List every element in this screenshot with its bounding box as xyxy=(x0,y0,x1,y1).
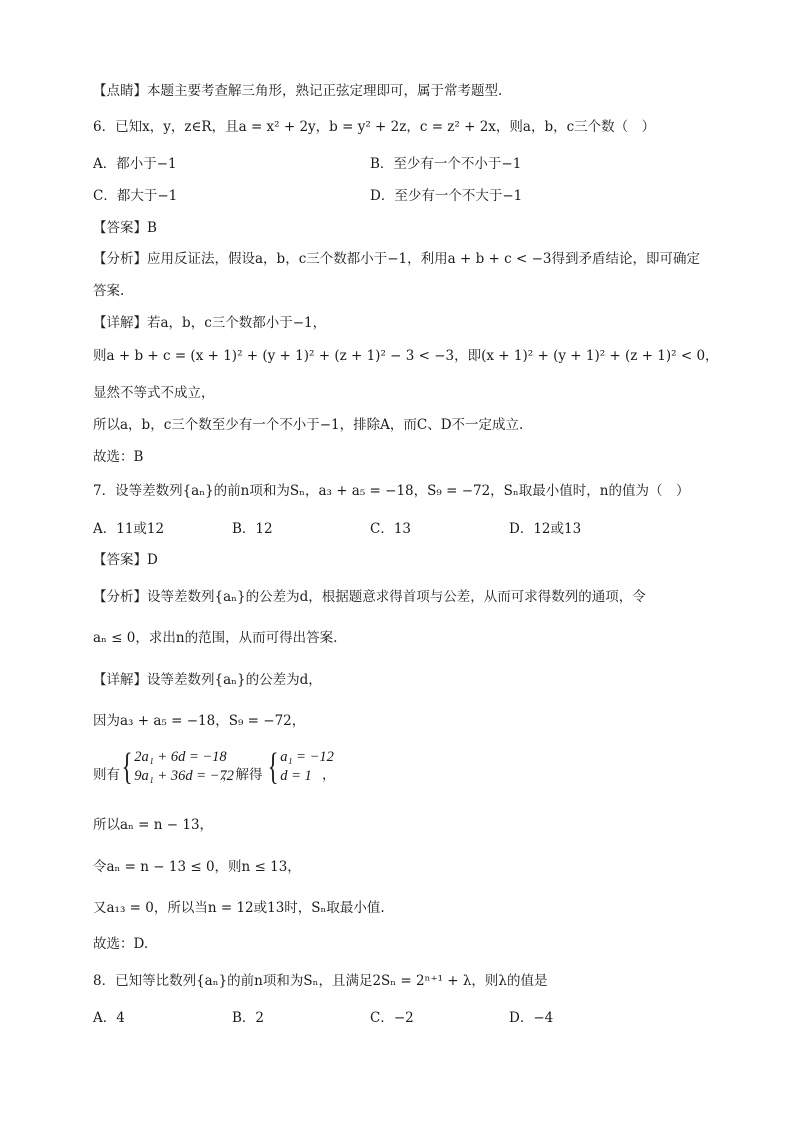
q6-option-d: D．至少有一个不大于−1 xyxy=(370,188,523,204)
system1-equation-1: 2a₁ + 6d = −18 xyxy=(134,749,227,765)
q7-detail-system-post: ， xyxy=(322,767,336,783)
q7-detail-system-prefix: 则有 xyxy=(93,767,120,783)
q7-detail-line5: 令aₙ = n − 13 ≤ 0，则n ≤ 13， xyxy=(93,859,301,875)
system2-equation-1: a₁ = −12 xyxy=(280,749,334,765)
left-brace-icon: { xyxy=(267,746,279,788)
question-7: 7．设等差数列{aₙ}的前n项和为Sₙ，a₃ + a₅ = −18，S₉ = −72，Sₙ取最小值时，n的值为（ ） xyxy=(93,483,690,499)
q6-option-c: C．都大于−1 xyxy=(93,188,178,204)
q6-analysis-line1: 【分析】应用反证法，假设a，b，c三个数都小于−1，利用a + b + c < −3得到矛盾结论，即可确定 xyxy=(93,251,700,267)
q6-option-a: A．都小于−1 xyxy=(93,156,177,172)
system2-equation-2: d = 1 xyxy=(280,768,312,784)
q7-option-d: D．12或13 xyxy=(509,521,582,537)
q7-detail-line1: 【详解】设等差数列{aₙ}的公差为d， xyxy=(93,672,322,688)
q7-analysis-line2: aₙ ≤ 0，求出n的范围，从而可得出答案. xyxy=(93,630,338,646)
question-8: 8．已知等比数列{aₙ}的前n项和为Sₙ，且满足2Sₙ = 2ⁿ⁺¹ + λ，则λ的值是 xyxy=(93,973,548,989)
q7-detail-system-mid: ，解得 xyxy=(222,767,263,783)
q7-answer: 【答案】D xyxy=(93,552,158,568)
q6-detail-line3: 显然不等式不成立， xyxy=(93,385,215,401)
q6-detail-line4: 所以a，b，c三个数至少有一个不小于−1，排除A，而C、D不一定成立. xyxy=(93,417,524,433)
q6-selection: 故选：B xyxy=(93,449,144,465)
q6-analysis-line2: 答案. xyxy=(93,283,125,299)
q7-detail-line4: 所以aₙ = n − 13， xyxy=(93,817,214,833)
q7-detail-line6: 又a₁₃ = 0，所以当n = 12或13时，Sₙ取最小值. xyxy=(93,900,385,916)
q7-option-a: A．11或12 xyxy=(93,521,165,537)
q7-option-c: C．13 xyxy=(370,521,412,537)
q7-option-b: B．12 xyxy=(232,521,273,537)
q8-option-c: C．−2 xyxy=(370,1010,414,1026)
q6-option-b: B．至少有一个不小于−1 xyxy=(370,156,522,172)
q6-detail-line1: 【详解】若a，b，c三个数都小于−1， xyxy=(93,315,327,331)
q6-answer: 【答案】B xyxy=(93,220,157,236)
question-6: 6．已知x，y，z∈R，且a = x² + 2y，b = y² + 2z，c = z² + 2x，则a，b，c三个数（ ） xyxy=(93,119,656,135)
q6-detail-line2: 则a + b + c = (x + 1)² + (y + 1)² + (z + 1)² − 3 < −3，即(x + 1)² + (y + 1)² + (z + 1)² < 0， xyxy=(93,348,719,364)
left-brace-icon: { xyxy=(121,746,133,788)
q7-analysis-line1: 【分析】设等差数列{aₙ}的公差为d，根据题意求得首项与公差，从而可求得数列的通项，令 xyxy=(93,589,646,605)
equation-system-1 xyxy=(118,748,234,786)
system1-equation-2: 9a₁ + 36d = −72 xyxy=(134,768,234,784)
dianjing-note: 【点睛】本题主要考查解三角形，熟记正弦定理即可，属于常考题型. xyxy=(93,83,503,99)
q8-option-b: B．2 xyxy=(232,1010,265,1026)
q7-detail-line2: 因为a₃ + a₅ = −18，S₉ = −72， xyxy=(93,713,306,729)
q8-option-a: A．4 xyxy=(93,1010,125,1026)
q8-option-d: D．−4 xyxy=(509,1010,554,1026)
q7-selection: 故选：D. xyxy=(93,936,149,952)
